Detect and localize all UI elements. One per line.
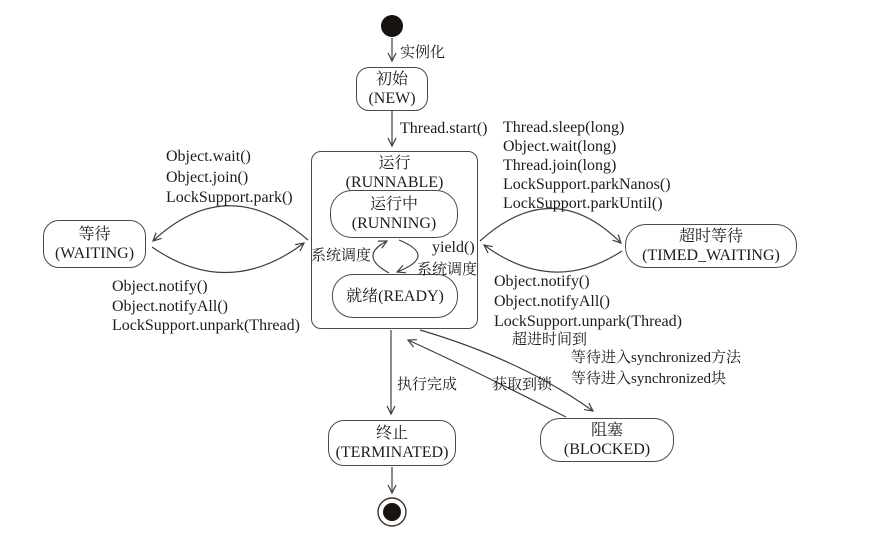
state-timed-waiting-cn: 超时等待 xyxy=(678,228,743,245)
edge-runnable-to-timed-waiting xyxy=(480,208,621,243)
label-locksupport-park: LockSupport.park() xyxy=(166,189,293,206)
state-terminated-cn: 终止 xyxy=(375,425,408,442)
label-thread-sleep: Thread.sleep(long) xyxy=(503,119,625,136)
state-waiting-cn: 等待 xyxy=(78,226,111,243)
edge-waiting-to-runnable xyxy=(152,243,304,273)
state-ready-label: 就绪(READY) xyxy=(346,287,444,305)
state-waiting xyxy=(43,220,146,268)
label-system-schedule-up: 系统调度 xyxy=(311,248,372,264)
edge-runnable-to-waiting xyxy=(153,206,308,241)
label-execution-done: 执行完成 xyxy=(397,377,458,393)
state-waiting-en: (WAITING) xyxy=(54,245,135,262)
label-object-wait-long: Object.wait(long) xyxy=(503,138,617,155)
edge-timed-waiting-to-runnable xyxy=(484,245,622,272)
label-acquire-lock: 获取到锁 xyxy=(492,377,553,393)
state-blocked-en: (BLOCKED) xyxy=(563,441,651,458)
label-yield: yield() xyxy=(432,239,475,256)
label-wait-sync-method: 等待进入synchronized方法 xyxy=(571,350,741,366)
label-to-blocked-reasons xyxy=(571,348,741,390)
state-ready xyxy=(332,274,458,318)
state-new-en: (NEW) xyxy=(368,90,416,107)
label-timeout-reached: 超进时间到 xyxy=(512,332,588,348)
label-object-notify-right: Object.notify() xyxy=(494,273,590,290)
final-state-dot xyxy=(383,503,401,521)
state-terminated-en: (TERMINATED) xyxy=(335,444,449,461)
state-blocked-cn: 阻塞 xyxy=(590,422,623,439)
state-runnable-title xyxy=(311,154,478,192)
label-object-notifyall-right: Object.notifyAll() xyxy=(494,293,610,310)
label-locksupport-parkuntil: LockSupport.parkUntil() xyxy=(503,195,663,212)
label-thread-join-long: Thread.join(long) xyxy=(503,157,617,174)
label-to-waiting-calls xyxy=(166,147,293,209)
label-object-notify-left: Object.notify() xyxy=(112,278,208,295)
state-timed-waiting xyxy=(625,224,797,268)
label-system-schedule-down: 系统调度 xyxy=(417,262,478,278)
label-wait-sync-block: 等待进入synchronized块 xyxy=(571,371,726,387)
state-running-cn: 运行中 xyxy=(369,196,418,213)
state-new xyxy=(356,67,428,111)
state-runnable-cn: 运行 xyxy=(378,155,411,172)
state-blocked xyxy=(540,418,674,462)
label-locksupport-unpark-right: LockSupport.unpark(Thread) xyxy=(494,313,682,330)
state-running-en: (RUNNING) xyxy=(351,215,437,232)
label-to-timed-waiting-calls xyxy=(503,118,671,213)
state-runnable-en: (RUNNABLE) xyxy=(345,174,444,191)
state-timed-waiting-en: (TIMED_WAITING) xyxy=(642,247,780,264)
label-object-notifyall-left: Object.notifyAll() xyxy=(112,297,228,315)
state-terminated xyxy=(328,420,456,466)
label-locksupport-parknanos: LockSupport.parkNanos() xyxy=(503,176,671,193)
state-running xyxy=(330,190,458,238)
initial-state-dot xyxy=(381,15,403,37)
label-from-timed-waiting-calls xyxy=(494,272,682,332)
label-object-wait: Object.wait() xyxy=(166,148,251,165)
label-from-waiting-calls xyxy=(112,277,300,336)
state-new-cn: 初始 xyxy=(375,71,408,88)
label-object-join: Object.join() xyxy=(166,168,249,186)
label-locksupport-unpark-left: LockSupport.unpark(Thread) xyxy=(112,317,300,334)
label-instantiate: 实例化 xyxy=(400,45,446,61)
label-thread-start: Thread.start() xyxy=(400,120,488,137)
